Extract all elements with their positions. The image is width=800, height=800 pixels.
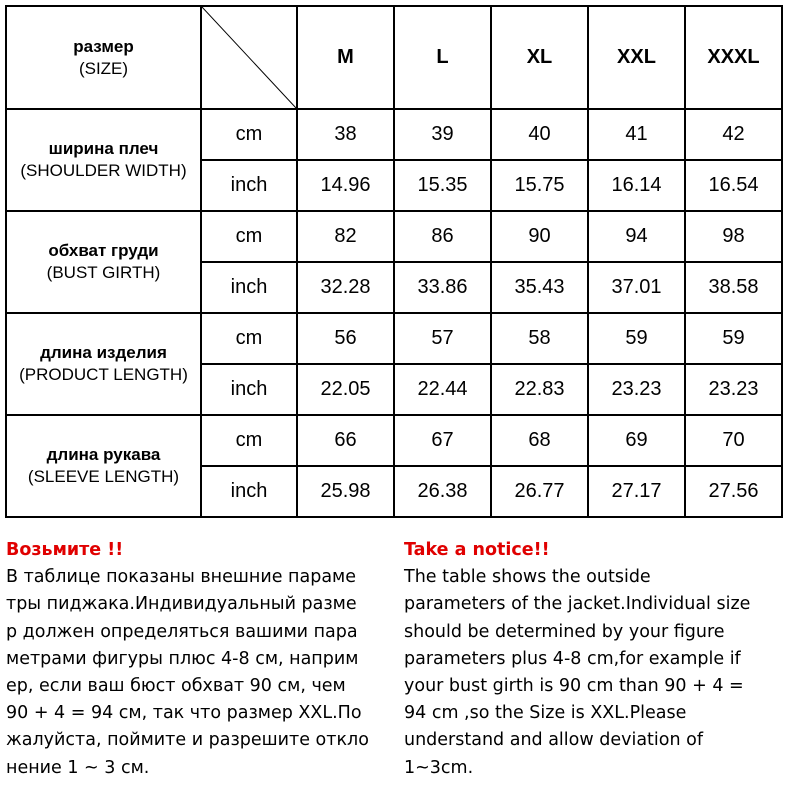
- unit-cell: inch: [201, 262, 297, 313]
- measure-label-cell: [6, 211, 201, 313]
- value-cell: 23.23: [588, 364, 685, 415]
- unit-cell: inch: [201, 466, 297, 517]
- table-row-cm: [6, 109, 782, 160]
- value-cell: 86: [394, 211, 491, 262]
- measure-label-ru: обхват груди: [48, 241, 159, 260]
- value-cell: 22.05: [297, 364, 394, 415]
- value-cell: 22.83: [491, 364, 588, 415]
- measure-label-ru: длина изделия: [40, 343, 167, 362]
- value-cell: 22.44: [394, 364, 491, 415]
- size-header: M: [297, 6, 394, 109]
- size-header: L: [394, 6, 491, 109]
- value-cell: 15.75: [491, 160, 588, 211]
- notice-body-en: The table shows the outside parameters of the jacket.Individual size should be determined by your figure parameters plus 4-8 cm,for example if your bust girth is 90 cm than 90 + 4 = 94 cm ,so the Size is XXL.Please understand and allow deviation of 1~3cm.: [404, 567, 751, 778]
- diagonal-corner-cell: [201, 6, 297, 109]
- unit-cell: inch: [201, 160, 297, 211]
- table-header-row: [6, 6, 782, 109]
- measure-label-en: (SLEEVE LENGTH): [27, 467, 180, 486]
- measure-label-cell: [6, 313, 201, 415]
- value-cell: 68: [491, 415, 588, 466]
- value-cell: 27.56: [685, 466, 782, 517]
- value-cell: 14.96: [297, 160, 394, 211]
- value-cell: 57: [394, 313, 491, 364]
- measure-label-en: (BUST GIRTH): [46, 263, 161, 282]
- value-cell: 56: [297, 313, 394, 364]
- value-cell: 26.77: [491, 466, 588, 517]
- measure-label-en: (PRODUCT LENGTH): [19, 365, 188, 384]
- value-cell: 69: [588, 415, 685, 466]
- size-label-ru: размер: [73, 36, 134, 56]
- value-cell: 40: [491, 109, 588, 160]
- measure-label-ru: длина рукава: [46, 445, 161, 464]
- notice-title-en: Take a notice!!: [404, 540, 550, 560]
- value-cell: 33.86: [394, 262, 491, 313]
- value-cell: 59: [685, 313, 782, 364]
- value-cell: 90: [491, 211, 588, 262]
- value-cell: 27.17: [588, 466, 685, 517]
- value-cell: 23.23: [685, 364, 782, 415]
- value-cell: 15.35: [394, 160, 491, 211]
- measure-label-ru: ширина плеч: [48, 139, 159, 158]
- value-cell: 67: [394, 415, 491, 466]
- measure-label-en: (SHOULDER WIDTH): [20, 161, 187, 180]
- unit-cell: cm: [201, 313, 297, 364]
- table-row-cm: [6, 313, 782, 364]
- value-cell: 39: [394, 109, 491, 160]
- table-row-cm: [6, 211, 782, 262]
- value-cell: 26.38: [394, 466, 491, 517]
- size-header: XXXL: [685, 6, 782, 109]
- value-cell: 37.01: [588, 262, 685, 313]
- size-label-cell: [6, 6, 201, 109]
- size-header: XL: [491, 6, 588, 109]
- table-row-cm: [6, 415, 782, 466]
- value-cell: 94: [588, 211, 685, 262]
- notice-title-ru: Возьмите !!: [6, 540, 124, 560]
- size-chart-table: [5, 5, 783, 518]
- value-cell: 16.14: [588, 160, 685, 211]
- unit-cell: cm: [201, 415, 297, 466]
- notice-english: [404, 537, 796, 782]
- notice-body-ru: В таблице показаны внешние параме тры пиджака.Индивидуальный разме р должен определяться вашими пара метрами фигуры плюс 4-8 см, наприм ер, если ваш бюст обхват 90 см, чем 90 + 4 = 94 см, так что размер XXL.По жалуйста, поймите и разрешите откло нение 1 ~ 3 см.: [6, 567, 369, 778]
- value-cell: 58: [491, 313, 588, 364]
- value-cell: 82: [297, 211, 394, 262]
- unit-cell: cm: [201, 211, 297, 262]
- size-label-en: (SIZE): [78, 58, 129, 78]
- notice-russian: [6, 537, 398, 782]
- value-cell: 32.28: [297, 262, 394, 313]
- value-cell: 41: [588, 109, 685, 160]
- value-cell: 66: [297, 415, 394, 466]
- measure-label-cell: [6, 415, 201, 517]
- diagonal-line: [202, 7, 296, 108]
- unit-cell: inch: [201, 364, 297, 415]
- value-cell: 38: [297, 109, 394, 160]
- value-cell: 38.58: [685, 262, 782, 313]
- value-cell: 16.54: [685, 160, 782, 211]
- value-cell: 70: [685, 415, 782, 466]
- value-cell: 98: [685, 211, 782, 262]
- value-cell: 35.43: [491, 262, 588, 313]
- measure-label-cell: [6, 109, 201, 211]
- size-header: XXL: [588, 6, 685, 109]
- value-cell: 42: [685, 109, 782, 160]
- value-cell: 25.98: [297, 466, 394, 517]
- value-cell: 59: [588, 313, 685, 364]
- unit-cell: cm: [201, 109, 297, 160]
